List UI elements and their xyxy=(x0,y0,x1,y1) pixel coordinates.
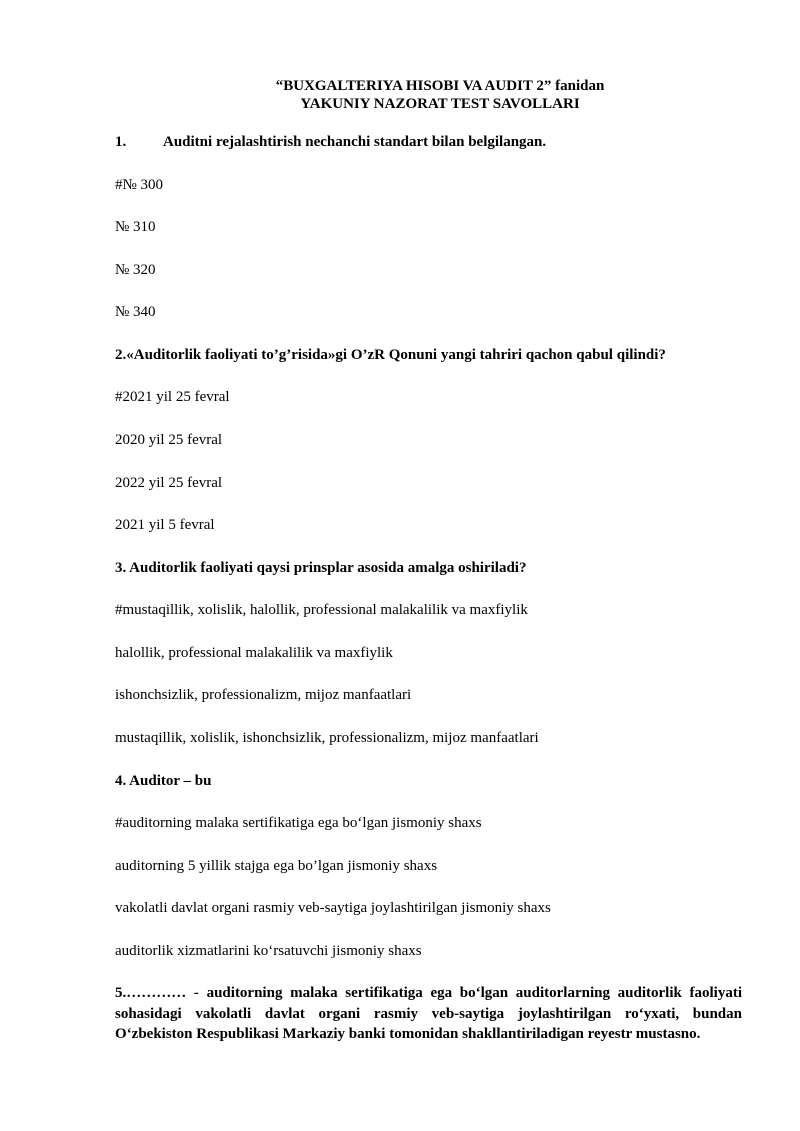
question-3-option-1: #mustaqillik, xolislik, halollik, professional malakalilik va maxfiylik xyxy=(115,602,528,618)
question-4-option-2: auditorning 5 yillik stajga ega bo’lgan jismoniy shaxs xyxy=(115,858,438,874)
question-3-option-4: mustaqillik, xolislik, ishonchsizlik, professionalizm, mijoz manfaatlari xyxy=(115,730,539,746)
document-title-line-1: “BUXGALTERIYA HISOBI VA AUDIT 2” fanidan xyxy=(275,78,605,94)
question-2-option-3: 2022 yil 25 fevral xyxy=(115,475,223,491)
question-2-option-2: 2020 yil 25 fevral xyxy=(115,432,223,448)
question-3-text: 3. Auditorlik faoliyati qaysi prinsplar asosida amalga oshiriladi? xyxy=(115,560,527,576)
document-title-line-2: YAKUNIY NAZORAT TEST SAVOLLARI xyxy=(300,96,580,112)
question-1-option-3: № 320 xyxy=(115,262,156,278)
question-1-option-4: № 340 xyxy=(115,304,156,320)
question-2-text: 2.«Auditorlik faoliyati to’g’risida»gi O’zR Qonuni yangi tahriri qachon qabul qilindi? xyxy=(115,347,666,363)
question-1-number: 1. xyxy=(115,134,127,150)
question-4-text: 4. Auditor – bu xyxy=(115,773,212,789)
question-1-text: Auditni rejalashtirish nechanchi standart bilan belgilangan. xyxy=(163,134,547,150)
question-2-option-4: 2021 yil 5 fevral xyxy=(115,517,215,533)
question-1-option-2: № 310 xyxy=(115,219,156,235)
question-5-text: 5.………… - auditorning malaka sertifikatiga ega bo‘lgan auditorlarning auditorlik faoliyati sohasidagi vakolatli davlat organi rasmiy veb-saytiga joylashtirilgan ro‘yxati, bundan O‘zbekiston Respublikasi Markaziy banki tomonidan shakllantiriladigan reyestr mustasno. xyxy=(115,985,742,1042)
question-4-option-1: #auditorning malaka sertifikatiga ega bo‘lgan jismoniy shaxs xyxy=(115,815,482,831)
question-1-option-1: #№ 300 xyxy=(115,177,164,193)
question-4-option-3: vakolatli davlat organi rasmiy veb-saytiga joylashtirilgan jismoniy shaxs xyxy=(115,900,551,916)
question-2-option-1: #2021 yil 25 fevral xyxy=(115,389,230,405)
question-3-option-3: ishonchsizlik, professionalizm, mijoz manfaatlari xyxy=(115,687,412,703)
question-3-option-2: halollik, professional malakalilik va maxfiylik xyxy=(115,645,393,661)
question-1 xyxy=(115,133,546,151)
question-4-option-4: auditorlik xizmatlarini ko‘rsatuvchi jismoniy shaxs xyxy=(115,943,422,959)
